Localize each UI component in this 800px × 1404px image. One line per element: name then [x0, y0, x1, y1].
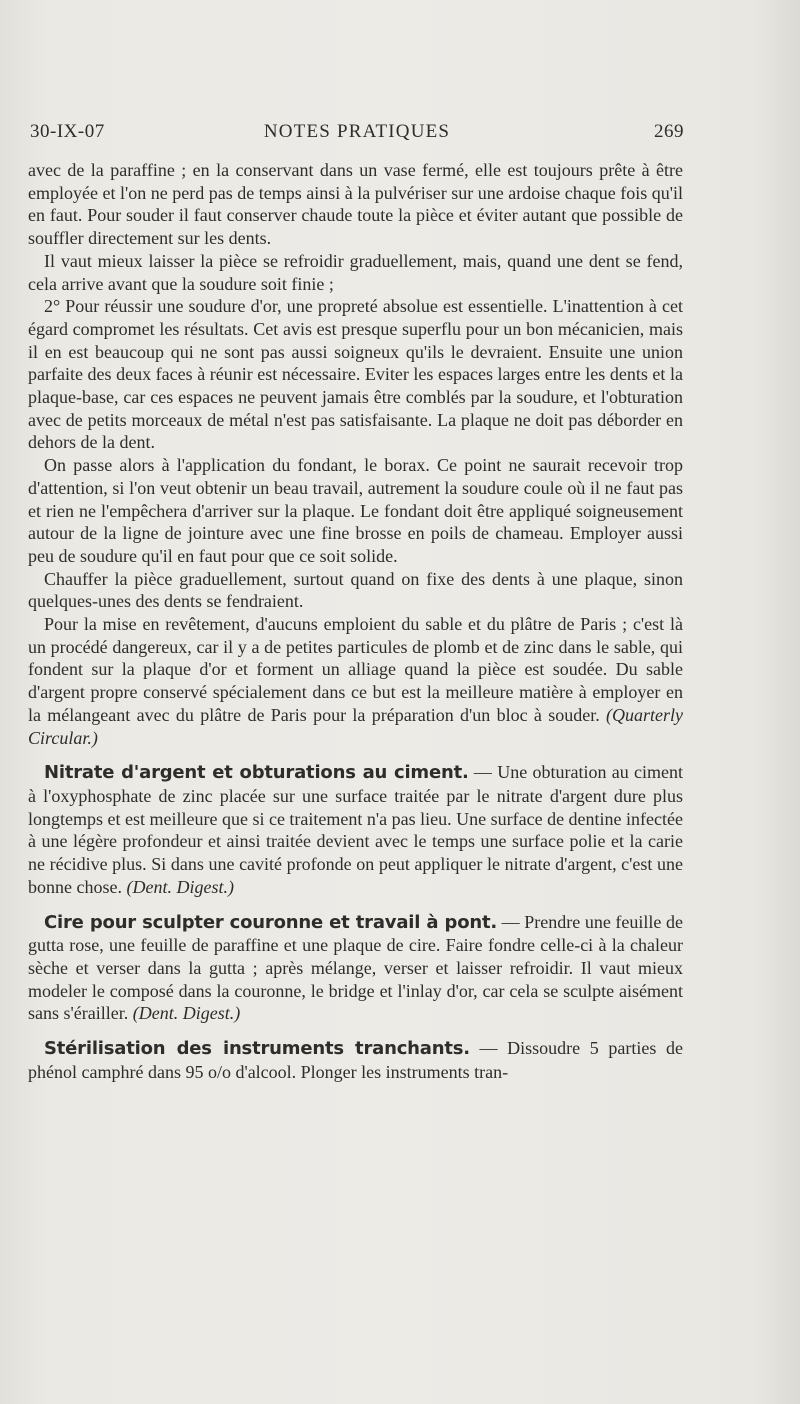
page-number: 269	[654, 121, 684, 142]
section-text: Une obturation au ciment à l'oxyphosphate de zinc placée sur une surface traitée par le nitrate d'argent dure plus longtemps et est meilleure que si ce traitement n'a pas lieu. Une surface de dentine infectée à une légère profondeur et ainsi traitée devient avec le temps une surface polie et la carie ne récidive plus. Si dans une cavité profonde on peut appliquer le nitrate d'argent, c'est une bonne chose.	[28, 762, 683, 897]
section-cire	[28, 911, 683, 1026]
section-text: Dissoudre 5 parties de phénol camphré dans 95 o/o d'alcool. Plonger les instruments tran-	[28, 1038, 683, 1082]
running-header	[30, 121, 684, 151]
section-sterilisation	[28, 1037, 683, 1083]
section-heading: Cire pour sculpter couronne et travail à pont.	[44, 911, 498, 933]
section-heading: Nitrate d'argent et obturations au ciment.	[44, 762, 469, 784]
paragraph: Chauffer la pièce graduellement, surtout quand on fixe des dents à une plaque, sinon quelques-unes des dents se fendraient.	[28, 568, 683, 612]
section-heading: Stérilisation des instruments tranchants.	[44, 1038, 470, 1060]
source-citation: (Dent. Digest.)	[132, 1003, 241, 1024]
section-nitrate	[28, 761, 683, 898]
section-text: Prendre une feuille de gutta rose, une feuille de paraffine et une plaque de cire. Faire fondre celle-ci à la chaleur sèche et verser dans la gutta ; après mélange, verser et laisser refroidir. Il vaut mieux modeler le composé dans la couronne, le bridge et l'inlay d'or, car cela se sculpte aisément sans s'érailler.	[28, 911, 684, 1024]
source-citation: (Quarterly Circular.)	[28, 704, 684, 748]
header-date: 30-IX-07	[30, 121, 105, 142]
paragraph-text: Pour la mise en revêtement, d'aucuns emploient du sable et du plâtre de Paris ; c'est là un procédé dangereux, car il y a de petites particules de plomb et de zinc dans le sable, qui fondent sur la plaque d'or et forment un alliage quand la pièce est soudée. Du sable d'argent propre conservé spécialement dans ce but est la meilleure matière à employer en la mélangeant avec du plâtre de Paris pour la préparation d'un bloc à souder.	[28, 614, 683, 725]
header-title: NOTES PRATIQUES	[263, 121, 451, 142]
paragraph: 2° Pour réussir une soudure d'or, une propreté absolue est essentielle. L'inattention à cet égard compromet les résultats. Cet avis est presque superflu pour un bon mécanicien, mais il en est beaucoup qui ne sont pas aussi soigneux qu'ils le devraient. Ensuite une union parfaite des deux faces à réunir est nécessaire. Eviter les espaces larges entre les dents et la plaque-base, car ces espaces ne peuvent jamais être comblés par la soudure, et l'obturation avec de petits morceaux de métal n'est pas satisfaisante. La plaque ne doit pas déborder en dehors de la dent.	[28, 296, 683, 453]
paragraph	[28, 613, 683, 749]
paragraph: avec de la paraffine ; en la conservant dans un vase fermé, elle est toujours prête à être employée et l'on ne perd pas de temps ainsi à la pulvériser sur une ardoise chaque fois qu'il en faut. Pour souder il faut conserver chaude toute la pièce et éviter autant que possible de souffler directement sur les dents.	[28, 160, 683, 249]
em-dash: —	[469, 1038, 508, 1059]
em-dash: —	[497, 911, 525, 932]
em-dash: —	[468, 762, 498, 783]
source-citation: (Dent. Digest.)	[126, 876, 234, 897]
page-body	[28, 159, 683, 1083]
paragraph: Il vaut mieux laisser la pièce se refroidir graduellement, mais, quand une dent se fend, cela arrive avant que la soudure soit finie ;	[28, 250, 683, 294]
paragraph: On passe alors à l'application du fondant, le borax. Ce point ne saurait recevoir trop d'attention, si l'on veut obtenir un beau travail, autrement la soudure coule où il ne faut pas et rien ne l'empêchera d'arriver sur la plaque. Le fondant doit être appliqué soigneusement autour de la ligne de jointure avec une fine brosse en poils de chameau. Employer aussi peu de soudure qu'il en faut pour que ce soit solide.	[28, 455, 683, 566]
